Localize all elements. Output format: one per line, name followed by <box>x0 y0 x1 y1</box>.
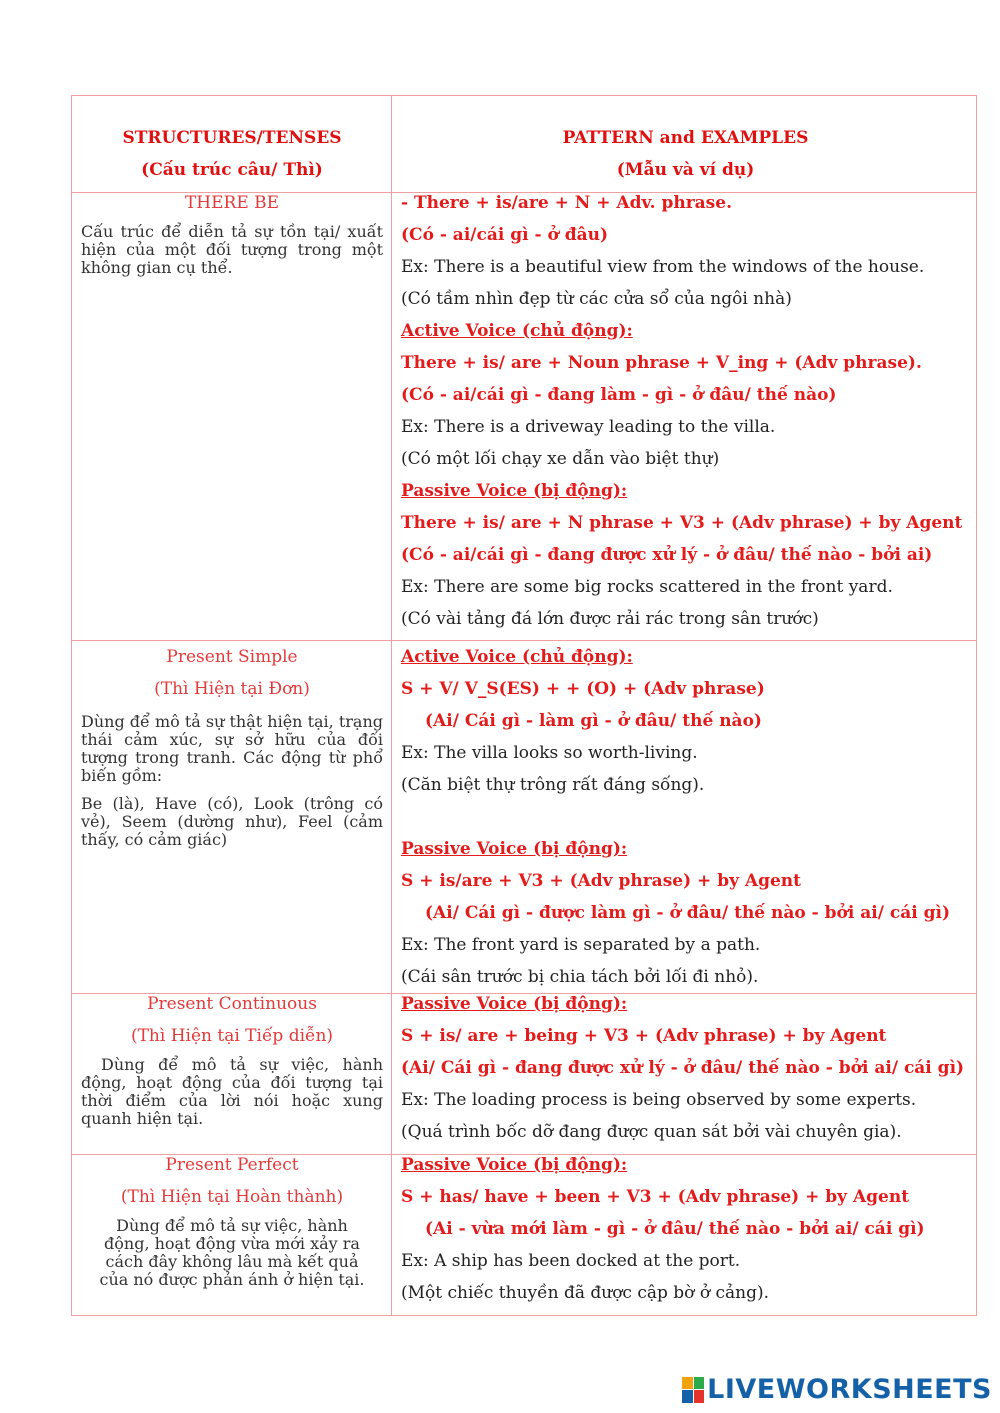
translation-line: (Quá trình bốc dỡ đang được quan sát bởi vài chuyên gia). <box>401 1122 902 1142</box>
table-header <box>72 96 976 193</box>
voice-label: Passive Voice (bị động): <box>401 1155 628 1175</box>
pattern-line: (Ai/ Cái gì - được làm gì - ở đâu/ thế nào - bởi ai/ cái gì) <box>425 903 950 923</box>
pattern-line: (Có - ai/cái gì - ở đâu) <box>401 225 609 245</box>
translation-line: (Có một lối chạy xe dẫn vào biệt thự) <box>401 449 720 469</box>
tense-name-vi: (Thì Hiện tại Tiếp diễn) <box>130 1026 334 1046</box>
tense-name: THERE BE <box>184 193 280 213</box>
tense-name-vi: (Thì Hiện tại Hoàn thành) <box>120 1187 344 1207</box>
col1-title: STRUCTURES/TENSES <box>122 128 342 148</box>
voice-label: Active Voice (chủ động): <box>401 647 633 667</box>
tense-description: Dùng để mô tả sự việc, hành động, hoạt động vừa mới xảy ra cách đây không lâu mà kết quả của nó được phản ánh ở hiện tại. <box>99 1216 365 1289</box>
pattern-cell <box>392 1155 976 1315</box>
common-verbs: Be (là), Have (có), Look (trông có vẻ), Seem (dường như), Feel (cảm thấy, có cảm giác) <box>81 794 383 849</box>
tense-cell <box>72 193 392 640</box>
pattern-line: (Ai/ Cái gì - đang được xử lý - ở đâu/ thế nào - bởi ai/ cái gì) <box>401 1058 965 1078</box>
liveworksheets-logo <box>682 1374 992 1405</box>
voice-label: Passive Voice (bị động): <box>401 994 628 1014</box>
pattern-cell <box>392 994 976 1154</box>
table-row-present-simple <box>72 641 976 994</box>
example-line: Ex: There is a beautiful view from the windows of the house. <box>401 257 925 277</box>
translation-line: (Cái sân trước bị chia tách bởi lối đi nhỏ). <box>401 967 759 987</box>
pattern-cell <box>392 193 976 640</box>
tense-name: Present Simple <box>166 647 298 667</box>
logo-icon <box>682 1377 704 1403</box>
voice-label: Passive Voice (bị động): <box>401 839 628 859</box>
pattern-line: There + is/ are + N phrase + V3 + (Adv phrase) + by Agent <box>401 513 963 533</box>
pattern-line: There + is/ are + Noun phrase + V_ing + (Adv phrase). <box>401 353 922 373</box>
col2-title: PATTERN and EXAMPLES <box>562 128 809 148</box>
example-line: Ex: There are some big rocks scattered in the front yard. <box>401 577 893 597</box>
tense-description: Dùng để mô tả sự thật hiện tại, trạng thái cảm xúc, sự sở hữu của đối tượng trong tranh. Các động từ phổ biến gồm: <box>81 712 383 785</box>
translation-line: (Có tầm nhìn đẹp từ các cửa sổ của ngôi nhà) <box>401 289 792 309</box>
table-row-present-continuous <box>72 994 976 1155</box>
pattern-line: - There + is/are + N + Adv. phrase. <box>401 193 732 213</box>
example-line: Ex: The front yard is separated by a path. <box>401 935 761 955</box>
example-line: Ex: There is a driveway leading to the villa. <box>401 417 776 437</box>
example-line: Ex: The villa looks so worth-living. <box>401 743 698 763</box>
translation-line: (Một chiếc thuyền đã được cập bờ ở cảng). <box>401 1283 769 1303</box>
brand-name: LIVEWORKSHEETS <box>707 1374 992 1405</box>
header-col1 <box>72 96 392 192</box>
tense-cell <box>72 641 392 993</box>
blank-line <box>401 801 970 833</box>
pattern-line: (Ai - vừa mới làm - gì - ở đâu/ thế nào - bởi ai/ cái gì) <box>425 1219 925 1239</box>
table-row-there-be <box>72 193 976 641</box>
tense-cell <box>72 1155 392 1315</box>
tense-cell <box>72 994 392 1154</box>
tense-description: Cấu trúc để diễn tả sự tồn tại/ xuất hiện của một đối tượng trong một không gian cụ thể. <box>81 222 383 277</box>
pattern-line: (Có - ai/cái gì - đang được xử lý - ở đâu/ thế nào - bởi ai) <box>401 545 933 565</box>
pattern-line: S + is/ are + being + V3 + (Adv phrase) + by Agent <box>401 1026 887 1046</box>
tense-name: Present Continuous <box>147 994 317 1014</box>
tense-description: Dùng để mô tả sự việc, hành động, hoạt động của đối tượng tại thời điểm của lời nói hoặc xung quanh hiện tại. <box>81 1055 383 1128</box>
translation-line: (Căn biệt thự trông rất đáng sống). <box>401 775 705 795</box>
example-line: Ex: A ship has been docked at the port. <box>401 1251 741 1271</box>
pattern-cell <box>392 641 976 993</box>
pattern-line: S + has/ have + been + V3 + (Adv phrase) + by Agent <box>401 1187 910 1207</box>
tense-name: Present Perfect <box>165 1155 299 1175</box>
example-line: Ex: The loading process is being observed by some experts. <box>401 1090 917 1110</box>
pattern-line: (Có - ai/cái gì - đang làm - gì - ở đâu/ thế nào) <box>401 385 837 405</box>
col1-subtitle: (Cấu trúc câu/ Thì) <box>141 160 323 180</box>
pattern-line: S + V/ V_S(ES) + + (O) + (Adv phrase) <box>401 679 765 699</box>
tense-name-vi: (Thì Hiện tại Đơn) <box>154 679 310 699</box>
voice-label: Active Voice (chủ động): <box>401 321 633 341</box>
translation-line: (Có vài tảng đá lớn được rải rác trong sân trước) <box>401 609 819 629</box>
header-col2 <box>392 96 976 192</box>
pattern-line: S + is/are + V3 + (Adv phrase) + by Agent <box>401 871 801 891</box>
col2-subtitle: (Mẫu và ví dụ) <box>616 160 755 180</box>
voice-label: Passive Voice (bị động): <box>401 481 628 501</box>
pattern-line: (Ai/ Cái gì - làm gì - ở đâu/ thế nào) <box>425 711 762 731</box>
grammar-table <box>71 95 977 1316</box>
table-row-present-perfect <box>72 1155 976 1315</box>
